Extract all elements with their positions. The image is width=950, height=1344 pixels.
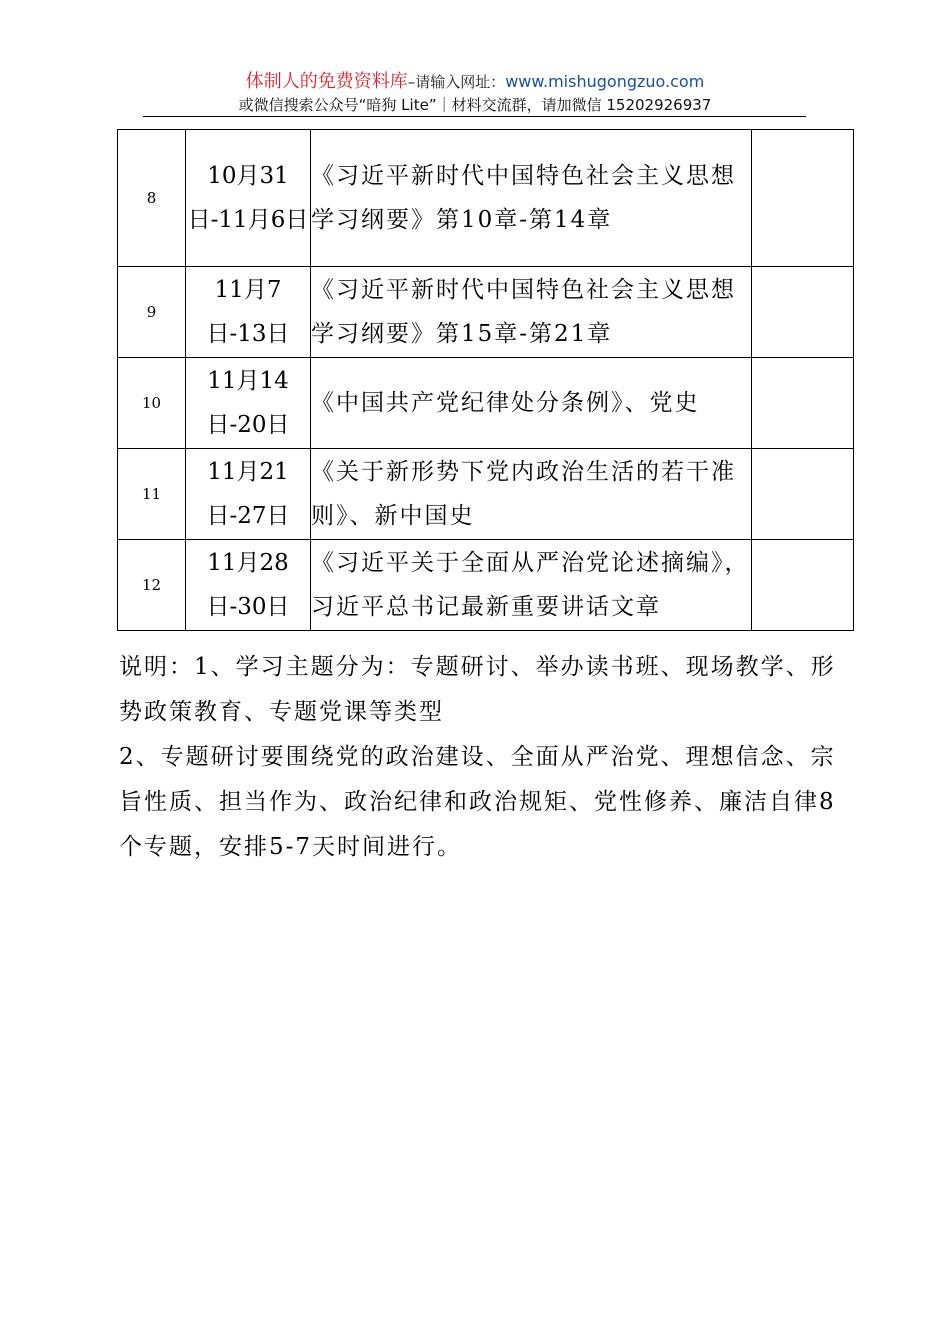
row-number: 10 xyxy=(118,358,186,449)
row-note xyxy=(752,540,854,631)
header-site-name: 体制人的免费资料库 xyxy=(245,71,408,92)
row-content: 《习近平关于全面从严治党论述摘编》，习近平总书记最新重要讲话文章 xyxy=(311,540,752,631)
row-note xyxy=(752,449,854,540)
row-date: 10月31日-11月6日 xyxy=(186,130,311,267)
row-note xyxy=(752,267,854,358)
table-row xyxy=(118,540,854,631)
table-row xyxy=(118,267,854,358)
note-paragraph-1: 说明：1、学习主题分为：专题研讨、举办读书班、现场教学、形势政策教育、专题党课等类型 xyxy=(119,654,836,725)
row-content: 《习近平新时代中国特色社会主义思想学习纲要》第10章-第14章 xyxy=(311,130,752,267)
row-date: 11月7日-13日 xyxy=(186,267,311,358)
row-date: 11月21日-27日 xyxy=(186,449,311,540)
row-date: 11月28日-30日 xyxy=(186,540,311,631)
row-number: 8 xyxy=(118,130,186,267)
row-note xyxy=(752,358,854,449)
row-number: 9 xyxy=(118,267,186,358)
page-header xyxy=(0,70,950,116)
row-content: 《关于新形势下党内政治生活的若干准则》、新中国史 xyxy=(311,449,752,540)
row-content: 《习近平新时代中国特色社会主义思想学习纲要》第15章-第21章 xyxy=(311,267,752,358)
explanatory-notes xyxy=(119,645,859,870)
header-line-2: 或微信搜索公众号“暗狗 Lite”｜材料交流群，请加微信 15202926937 xyxy=(238,96,712,114)
table-row xyxy=(118,449,854,540)
header-line-1 xyxy=(0,70,950,94)
note-paragraph-2: 2、专题研讨要围绕党的政治建设、全面从严治党、理想信念、宗旨性质、担当作为、政治纪律和政治规矩、党性修养、廉洁自律8个专题，安排5-7天时间进行。 xyxy=(119,744,836,860)
study-schedule-table xyxy=(117,129,854,631)
row-note xyxy=(752,130,854,267)
header-prompt: –请输入网址： xyxy=(407,73,506,91)
row-number: 12 xyxy=(118,540,186,631)
row-number: 11 xyxy=(118,449,186,540)
table-row xyxy=(118,358,854,449)
row-content: 《中国共产党纪律处分条例》、党史 xyxy=(311,358,752,449)
header-divider xyxy=(143,116,806,117)
row-date: 11月14日-20日 xyxy=(186,358,311,449)
header-url: www.mishugongzuo.com xyxy=(505,72,705,91)
table-row xyxy=(118,130,854,267)
